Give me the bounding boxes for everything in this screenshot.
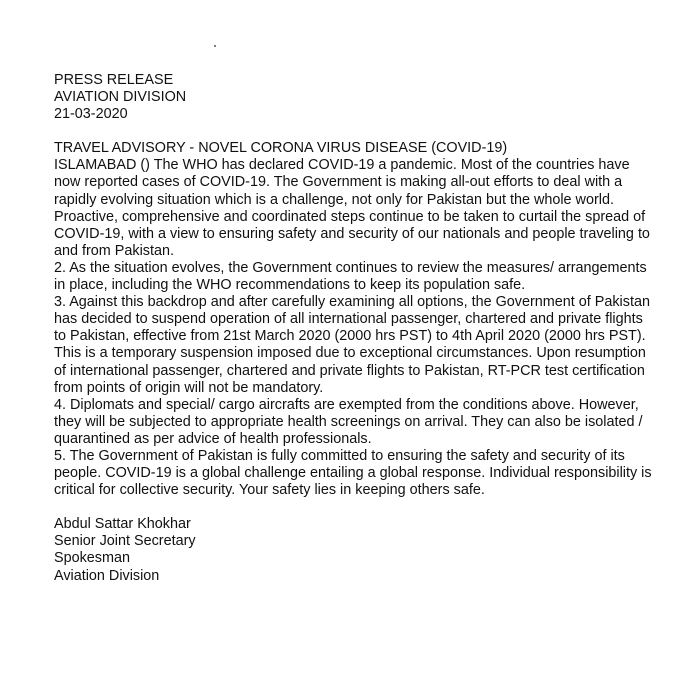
paragraph-intro: ISLAMABAD () The WHO has declared COVID-19 a pandemic. Most of the countries have now reported cases of COVID-19. The Government is making all-out efforts to deal with a rapidly evolving situation which is a challenge, not only for Pakistan but the whole world. Proactive, comprehensive and coordinated steps continue to be taken to curtail the spread of COVID-19, with a view to ensuring safety and security of our nationals and people traveling to and from Pakistan. (54, 157, 650, 259)
header-division: AVIATION DIVISION (54, 89, 187, 106)
signatory-title: Senior Joint Secretary (54, 533, 196, 550)
header-date: 21-03-2020 (54, 106, 128, 123)
paragraph-3: 3. Against this backdrop and after carefully examining all options, the Government of Pakistan has decided to suspend operation of all international passenger, chartered and private flights to Pakistan, effective from 21st March 2020 (2000 hrs PST) to 4th April 2020 (2000 hrs PST). This is a temporary suspension imposed due to exceptional circumstances. Upon resumption of international passenger, chartered and private flights to Pakistan, RT-PCR test certification from points of origin will not be mandatory. (54, 294, 650, 396)
paragraph-4: 4. Diplomats and special/ cargo aircrafts are exempted from the conditions above. However, they will be subjected to appropriate health screenings on arrival. They can also be isolated / quarantined as per advice of health professionals. (54, 396, 643, 447)
paragraph-2: 2. As the situation evolves, the Government continues to review the measures/ arrangements in place, including the WHO recommendations to keep its population safe. (54, 259, 647, 294)
paragraph-5: 5. The Government of Pakistan is fully committed to ensuring the safety and security of its people. COVID-19 is a global challenge entailing a global response. Individual responsibility is critical for collective security. Your safety lies in keeping others safe. (54, 447, 652, 499)
signatory-name: Abdul Sattar Khokhar (54, 516, 191, 533)
header-press-release: PRESS RELEASE (54, 72, 174, 88)
document-body (54, 140, 654, 499)
document-content (54, 72, 654, 585)
signature-block (54, 516, 654, 584)
signatory-role: Spokesman (54, 550, 130, 567)
scan-speck (214, 45, 216, 47)
signatory-division: Aviation Division (54, 567, 160, 584)
advisory-title: TRAVEL ADVISORY - NOVEL CORONA VIRUS DISEASE (COVID-19) (54, 140, 508, 157)
document-header (54, 72, 654, 123)
